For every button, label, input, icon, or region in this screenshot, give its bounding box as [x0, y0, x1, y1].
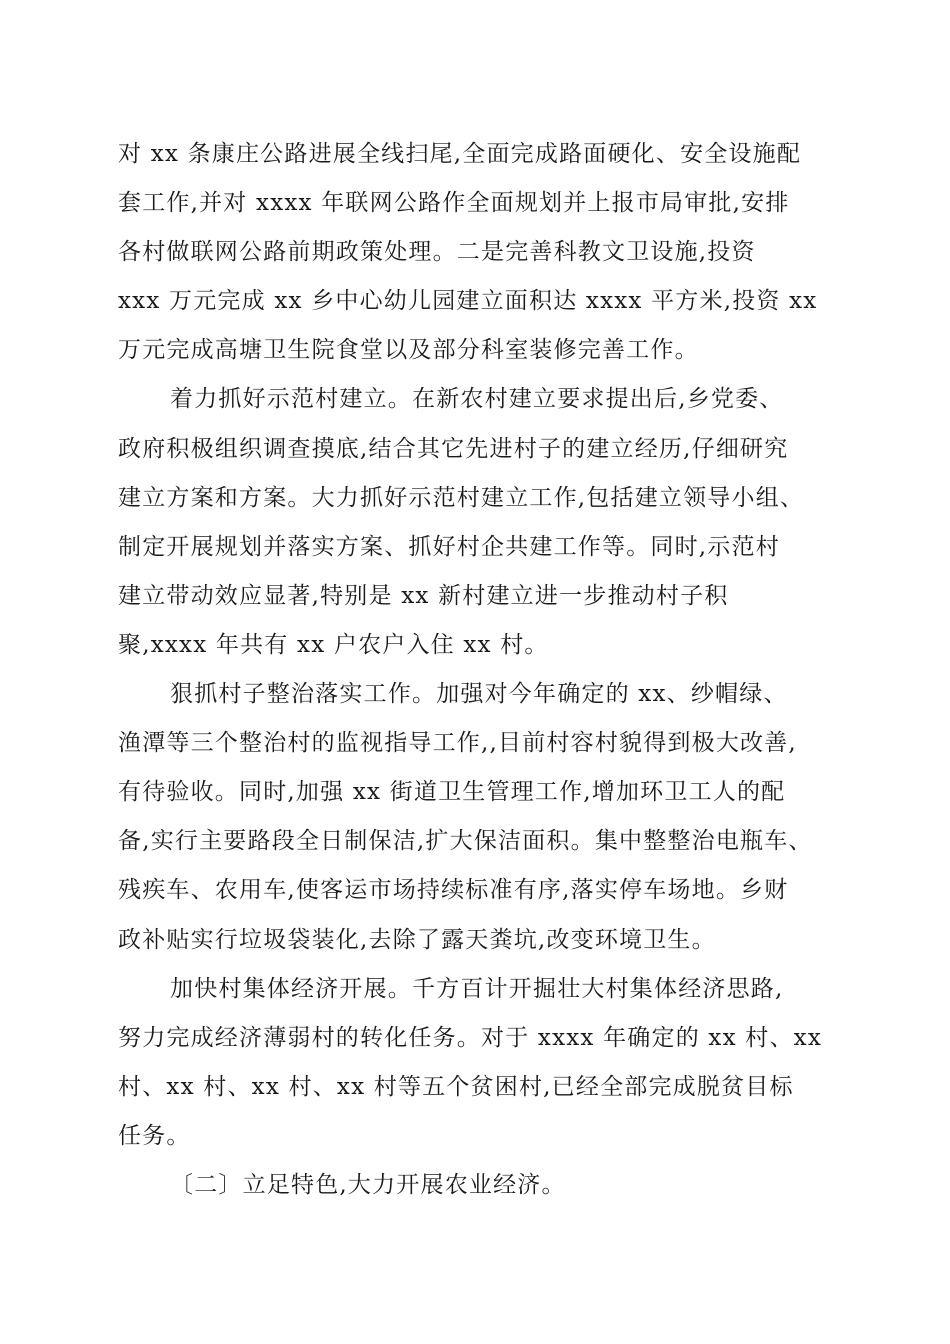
text-line: xxx 万元完成 xx 乡中心幼儿园建立面积达 xxxx 平方米,投资 xx [118, 288, 818, 315]
text-line: 任务。 [118, 1122, 191, 1149]
text-line: 努力完成经济薄弱村的转化任务。对于 xxxx 年确定的 xx 村、xx [118, 1024, 823, 1051]
text-line: 狠抓村子整治落实工作。加强对今年确定的 xx、纱帽绿、 [170, 681, 788, 708]
paragraph-village-rectification [118, 670, 838, 965]
text-line: 政府积极组织调查摸底,结合其它先进村子的建立经历,仔细研究 [118, 435, 789, 462]
text-line: 建立带动效应显著,特别是 xx 新村建立进一步推动村子积 [118, 582, 729, 609]
paragraph-public-works [118, 130, 838, 375]
text-line: 聚,xxxx 年共有 xx 户农户入住 xx 村。 [118, 631, 549, 658]
text-line: 建立方案和方案。大力抓好示范村建立工作,包括建立领导小组、 [118, 484, 805, 511]
text-line: 加快村集体经济开展。千方百计开掘壮大村集体经济思路, [170, 975, 784, 1002]
text-line: 村、xx 村、xx 村、xx 村等五个贫困村,已经全部完成脱贫目标 [118, 1073, 794, 1100]
text-line: 套工作,并对 xxxx 年联网公路作全面规划并上报市局审批,安排 [118, 190, 790, 217]
section-heading [118, 1161, 838, 1210]
text-line: 备,实行主要路段全日制保洁,扩大保洁面积。集中整整治电瓶车、 [118, 828, 813, 855]
text-line: 各村做联网公路前期政策处理。二是完善科教文卫设施,投资 [118, 239, 756, 266]
text-line: 着力抓好示范村建立。在新农村建立要求提出后,乡党委、 [170, 386, 784, 413]
document-body [118, 130, 838, 1210]
paragraph-model-village [118, 375, 838, 670]
text-line: 有待验收。同时,加强 xx 街道卫生管理工作,增加环卫工人的配 [118, 779, 786, 806]
text-line: 政补贴实行垃圾袋装化,去除了露天粪坑,改变环境卫生。 [118, 926, 716, 953]
paragraph-collective-economy [118, 965, 838, 1161]
text-line: 制定开展规划并落实方案、抓好村企共建工作等。同时,示范村 [118, 533, 780, 560]
text-line: 对 xx 条康庄公路进展全线扫尾,全面完成路面硬化、安全设施配 [118, 141, 802, 167]
text-line: 残疾车、农用车,使客运市场持续标准有序,落实停车场地。乡财 [118, 877, 789, 904]
section-heading-text: 〔二〕立足特色,大力开展农业经济。 [170, 1171, 566, 1198]
text-line: 渔潭等三个整治村的监视指导工作,,目前村容村貌得到极大改善, [118, 730, 797, 757]
text-line: 万元完成高塘卫生院食堂以及部分科室装修完善工作。 [118, 337, 699, 364]
